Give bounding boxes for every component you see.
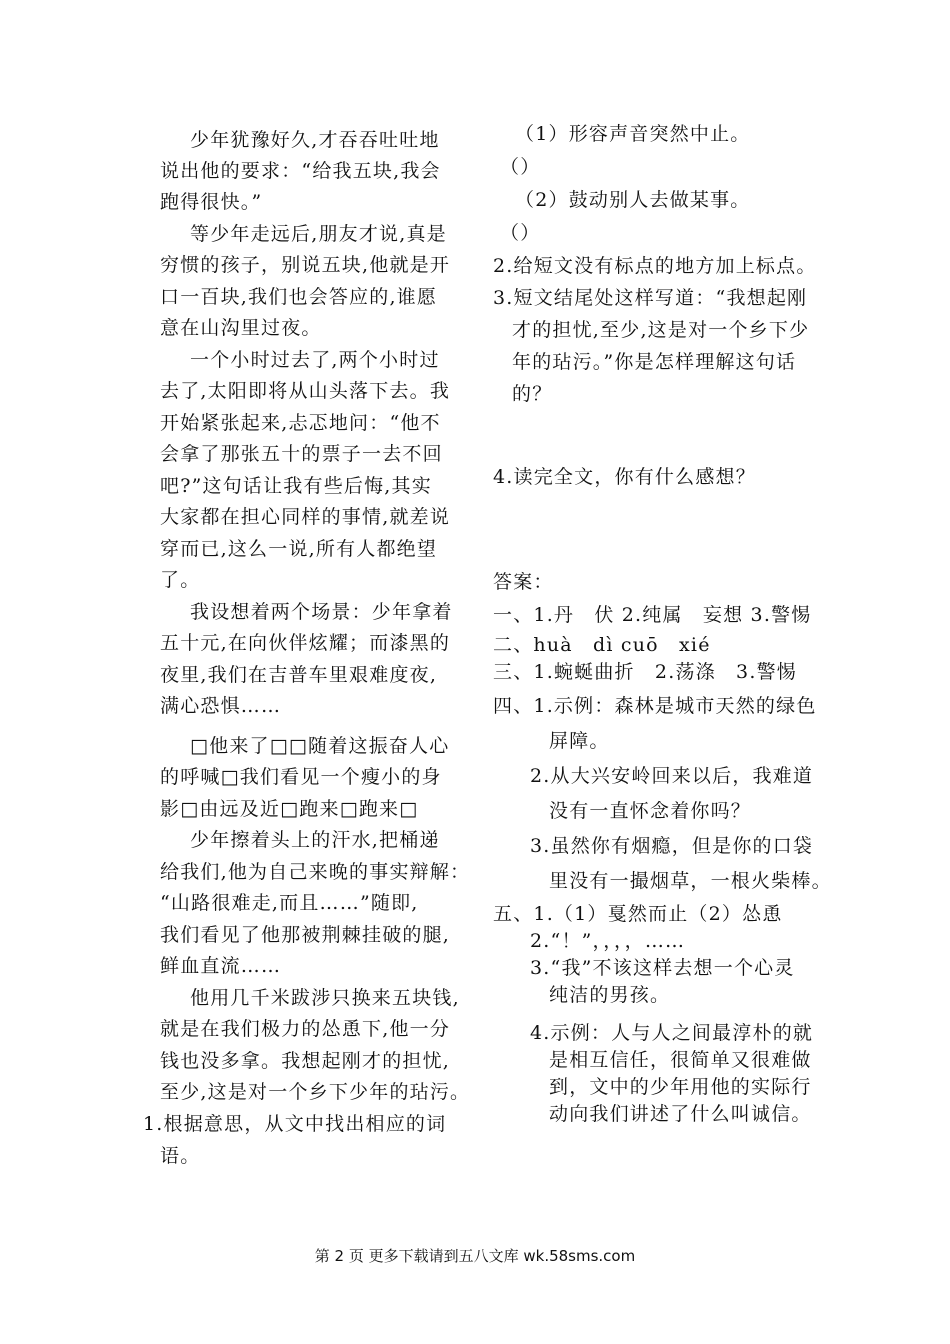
text-line: 满心恐惧…… [160, 695, 282, 717]
text-line: 五十元,在向伙伴炫耀；而漆黑的 [160, 632, 451, 654]
text-line: 跑得很快。” [160, 191, 263, 213]
answer-blank: （） [500, 156, 541, 178]
question-3: 3.短文结尾处这样写道：“我想起刚 [493, 287, 808, 309]
text-line: 少年擦着头上的汗水,把桶递 [190, 829, 440, 851]
text-line: 了。 [160, 569, 201, 591]
question-1-item-1: （1）形容声音突然中止。 [515, 123, 751, 145]
answer-5: 五、1.（1）戛然而止（2）怂恿 [493, 903, 783, 925]
answer-4-item-3: 3.虽然你有烟瘾，但是你的口袋 [530, 835, 814, 857]
text-line: 鲜血直流…… [160, 955, 282, 977]
question-2: 2.给短文没有标点的地方加上标点。 [493, 255, 817, 277]
text-line: 给我们,他为自己来晚的事实辩解： [160, 861, 471, 883]
question-1-item-2: （2）鼓动别人去做某事。 [515, 189, 751, 211]
answer-5-item-3: 3.“我”不该这样去想一个心灵 [530, 957, 795, 979]
text-line: 意在山沟里过夜。 [160, 317, 322, 339]
text-line: 说出他的要求：“给我五块,我会 [160, 160, 441, 182]
text-line: 是相互信任，很简单又很难做 [549, 1049, 812, 1071]
text-line: 会拿了那张五十的票子一去不回 [160, 443, 443, 465]
text-line: 钱也没多拿。我想起刚才的担忧, [160, 1050, 451, 1072]
text-line: 语。 [160, 1145, 201, 1167]
text-line: 的？ [512, 383, 553, 405]
answer-2: 二、huà dì cuō xié [493, 634, 711, 656]
text-line: 的呼喊□我们看见一个瘦小的身 [160, 766, 442, 788]
text-line: 吧?”这句话让我有些后悔,其实 [160, 475, 432, 497]
text-line: 去了,太阳即将从山头落下去。我 [160, 380, 451, 402]
answer-5-item-4: 4.示例：人与人之间最淳朴的就 [530, 1022, 814, 1044]
text-line: 才的担忧,至少,这是对一个乡下少 [512, 319, 810, 341]
text-line: 大家都在担心同样的事情,就差说 [160, 506, 451, 528]
text-line: 少年犹豫好久,才吞吞吐吐地 [190, 129, 440, 151]
text-line: 动向我们讲述了什么叫诚信。 [549, 1103, 812, 1125]
answer-4-item-2: 2.从大兴安岭回来以后，我难道 [530, 765, 814, 787]
text-line: 口一百块,我们也会答应的,谁愿 [160, 286, 438, 308]
text-line: “山路很难走,而且……”随即, [160, 892, 419, 914]
question-4: 4.读完全文，你有什么感想？ [493, 466, 756, 488]
answer-4: 四、1.示例：森林是城市天然的绿色 [493, 695, 817, 717]
answer-1: 一、1.丹 伏 2.纯属 妄想 3.警惕 [493, 604, 812, 626]
text-line: □他来了□□随着这振奋人心 [190, 735, 450, 757]
text-line: 至少,这是对一个乡下少年的玷污。 [160, 1081, 471, 1103]
text-line: 就是在我们极力的怂恿下,他一分 [160, 1018, 451, 1040]
question-1: 1.根据意思，从文中找出相应的词 [143, 1113, 447, 1135]
text-line: 穿而已,这么一说,所有人都绝望 [160, 538, 438, 560]
text-line: 影□由远及近□跑来□跑来□ [160, 798, 419, 820]
text-line: 等少年走远后,朋友才说,真是 [190, 223, 447, 245]
answer-3: 三、1.蜿蜒曲折 2.荡涤 3.警惕 [493, 661, 797, 683]
text-line: 里没有一撮烟草，一根火柴棒。 [549, 870, 832, 892]
text-line: 屏障。 [549, 730, 610, 752]
text-line: 没有一直怀念着你吗？ [549, 800, 752, 822]
text-line: 一个小时过去了,两个小时过 [190, 349, 440, 371]
text-line: 开始紧张起来,忐忑地问：“他不 [160, 412, 441, 434]
page-footer: 第 2 页 更多下载请到五八文库 wk.58sms.com [314, 1247, 636, 1265]
text-line: 穷惯的孩子，别说五块,他就是开 [160, 254, 451, 276]
text-line: 年的玷污。”你是怎样理解这句话 [512, 351, 797, 373]
text-line: 我设想着两个场景：少年拿着 [190, 601, 453, 623]
text-line: 夜里,我们在吉普车里艰难度夜, [160, 664, 438, 686]
text-line: 纯洁的男孩。 [549, 984, 671, 1006]
answers-heading: 答案： [493, 571, 554, 593]
text-line: 他用几千米跋涉只换来五块钱, [190, 987, 460, 1009]
text-line: 我们看见了他那被荆棘挂破的腿, [160, 924, 451, 946]
answer-5-item-2: 2.“！”，，，，…… [530, 930, 686, 952]
text-line: 到，文中的少年用他的实际行 [549, 1076, 812, 1098]
answer-blank: （） [500, 222, 541, 244]
